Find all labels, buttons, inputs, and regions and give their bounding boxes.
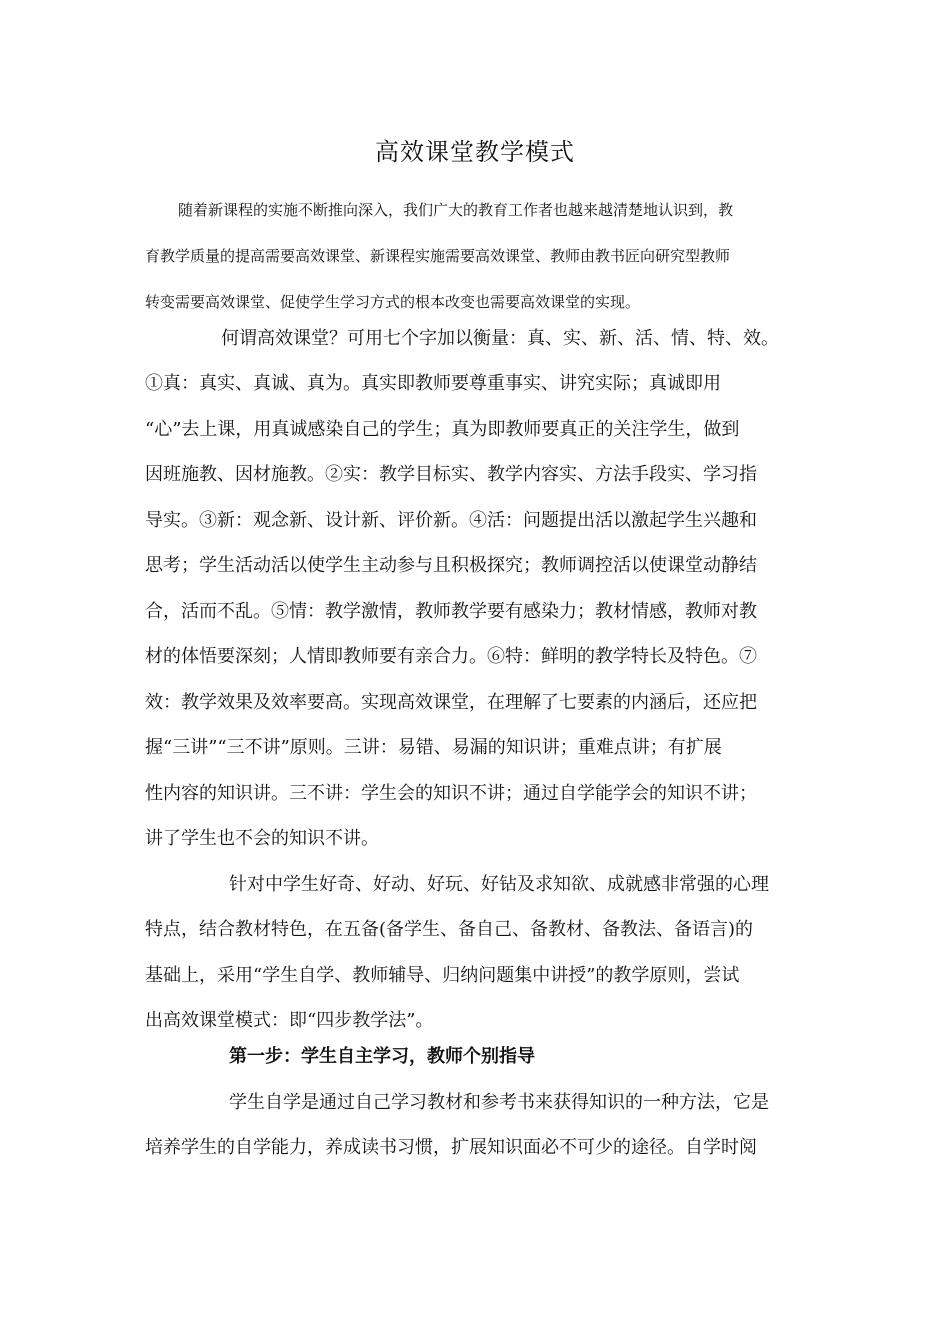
intro-line-1: 随着新课程的实施不断推向深入，我们广大的教育工作者也越来越清楚地认识到，教 xyxy=(178,201,734,219)
body-line-2: ①真：真实、真诚、真为。真实即教师要尊重事实、讲究实际；真诚即用 xyxy=(145,373,721,394)
body-line-16: 出高效课堂模式：即“四步教学法”。 xyxy=(145,1010,434,1031)
body-line-13: 针对中学生好奇、好动、好玩、好钻及求知欲、成就感非常强的心理 xyxy=(229,874,769,895)
step-one-heading: 第一步：学生自主学习，教师个别指导 xyxy=(229,1046,535,1067)
body-line-6: 思考；学生活动活以使学生主动参与且积极探究；教师调控活以使课堂动静结 xyxy=(145,555,757,576)
intro-line-3: 转变需要高效课堂、促使学生学习方式的根本改变也需要高效课堂的实现。 xyxy=(145,293,641,311)
body-line-3: “心”去上课，用真诚感染自己的学生；真为即教师要真正的关注学生，做到 xyxy=(145,419,740,440)
body-line-18: 学生自学是通过自己学习教材和参考书来获得知识的一种方法，它是 xyxy=(229,1092,769,1113)
body-line-11: 性内容的知识讲。三不讲：学生会的知识不讲；通过自学能学会的知识不讲； xyxy=(145,783,757,804)
body-line-5: 导实。③新：观念新、设计新、评价新。④活：问题提出活以激起学生兴趣和 xyxy=(145,510,757,531)
body-line-9: 效：教学效果及效率要高。实现高效课堂，在理解了七要素的内涵后，还应把 xyxy=(145,692,757,713)
intro-line-2: 育教学质量的提高需要高效课堂、新课程实施需要高效课堂、教师由教书匠向研究型教师 xyxy=(145,247,731,265)
body-line-15: 基础上，采用“学生自学、教师辅导、归纳问题集中讲授”的教学原则，尝试 xyxy=(145,965,740,986)
body-line-7: 合，活而不乱。⑤情：教学激情，教师教学要有感染力；教材情感，教师对教 xyxy=(145,601,757,622)
document-title: 高效课堂教学模式 xyxy=(375,138,575,166)
body-line-1: 何谓高效课堂？可用七个字加以衡量：真、实、新、活、情、特、效。 xyxy=(221,328,779,349)
body-line-8: 材的体悟要深刻；人情即教师要有亲合力。⑥特：鲜明的教学特长及特色。⑦ xyxy=(145,646,757,667)
body-line-4: 因班施教、因材施教。②实：教学目标实、教学内容实、方法手段实、学习指 xyxy=(145,464,757,485)
body-line-19: 培养学生的自学能力，养成读书习惯，扩展知识面必不可少的途径。自学时阅 xyxy=(145,1137,757,1158)
body-line-14: 特点，结合教材特色，在五备(备学生、备自己、备教材、备教法、备语言)的 xyxy=(145,919,754,940)
body-line-12: 讲了学生也不会的知识不讲。 xyxy=(145,828,379,849)
body-line-10: 握“三讲”“三不讲”原则。三讲：易错、易漏的知识讲；重难点讲；有扩展 xyxy=(145,737,722,758)
